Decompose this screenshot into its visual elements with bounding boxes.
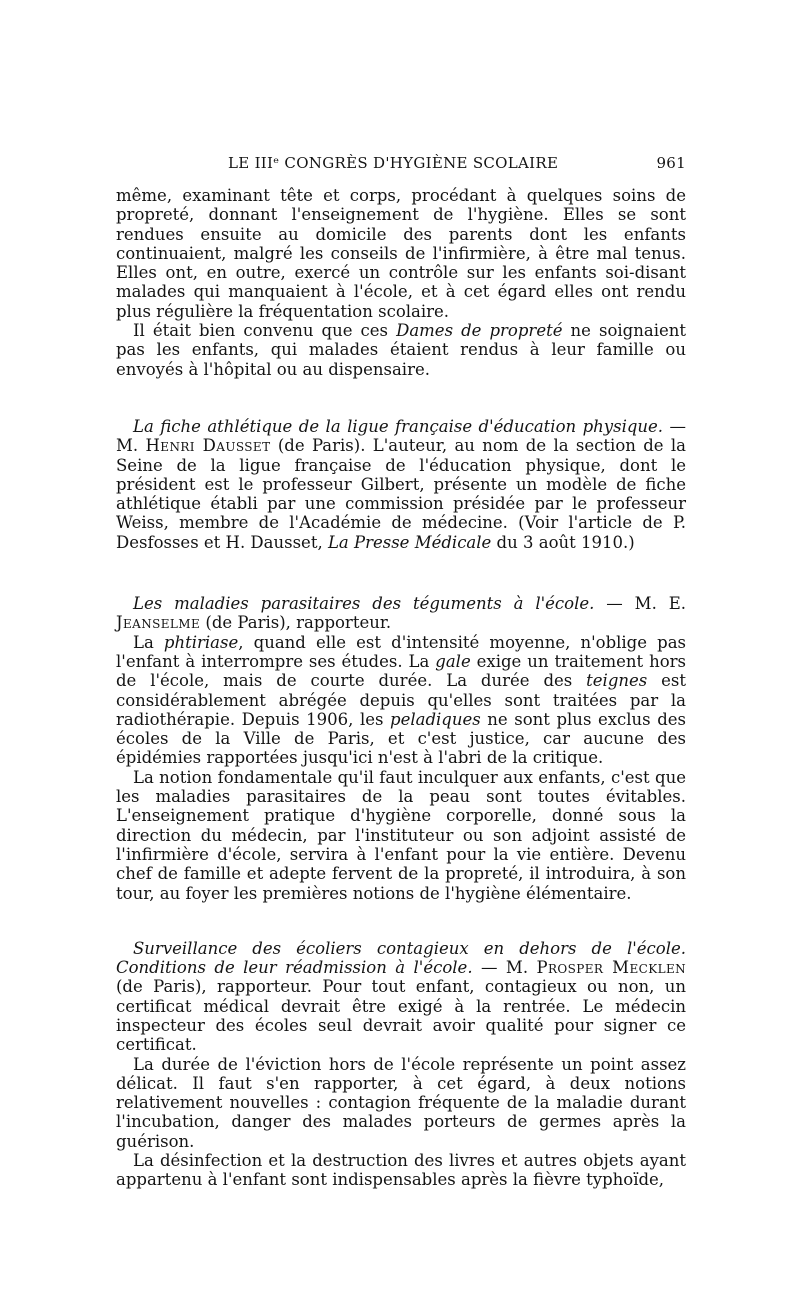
text-run: ne sont plus exclus des écoles de la Ville de Paris, et c'est justice, car aucune des épidémies rapportées jusqu'ici n'est à l'abri de la critique.	[116, 709, 687, 768]
text-run: (de Paris), rapporteur.	[200, 613, 392, 633]
paragraph-notion-fondamentale: La notion fondamentale qu'il faut inculquer aux enfants, c'est que les maladies parasitaires de la peau sont toutes évitables. L'enseignement pratique d'hygiène corporelle, donné sous la direction du médecin, par l'instituteur ou son adjoint assisté de l'infirmière d'école, servira à l'enfant pour la vie entière. Devenu chef de famille et adepte fervent de la propreté, il introduira, à son tour, au foyer les premières notions de l'hygiène élémentaire.	[116, 767, 686, 903]
paragraph-phtiriase	[116, 633, 686, 768]
journal-title: La Presse Médicale	[327, 532, 492, 552]
author-name: Jeanselme	[116, 613, 201, 633]
running-head	[116, 154, 686, 176]
text-run: , quand elle est d'intensité moyenne, n'oblige pas l'enfant à interrompre ses études. La	[116, 632, 686, 671]
text-run: La	[133, 632, 164, 652]
author-name: Prosper Mecklen	[536, 958, 686, 978]
section-fiche-athletique	[116, 417, 686, 552]
text-run: — M.	[472, 958, 537, 978]
text-run: est considérablement abrégée depuis qu'elles sont traitées par la radiothérapie. Depuis 1906, les	[116, 671, 686, 729]
text-run: Il était bien convenu que ces	[133, 321, 397, 341]
text-run: exige un traitement hors de l'école, mais de courte durée. La durée des	[116, 651, 686, 691]
text-run: — M.	[116, 416, 686, 456]
section-title: La fiche athlétique de la ligue française d'éducation physique.	[133, 416, 664, 436]
italic-term: peladiques	[390, 709, 481, 729]
section-surveillance	[116, 939, 686, 1055]
paragraph-desinfection: La désinfection et la destruction des livres et autres objets ayant appartenu à l'enfant sont indispensables après la fièvre typhoïde,	[116, 1151, 686, 1190]
italic-term: gale	[435, 651, 471, 671]
text-run: ne soignaient pas les enfants, qui malades étaient rendus à leur famille ou envoyés à l'hôpital ou au dispensaire.	[116, 321, 686, 379]
text-run: — M. E.	[594, 594, 686, 614]
text-run: (de Paris), rapporteur. Pour tout enfant, contagieux ou non, un certificat médical devrait être exigé à la rentrée. Le médecin inspecteur des écoles seul devrait avoir qualité pour signer ce certificat.	[116, 977, 686, 1055]
section-title: Les maladies parasitaires des téguments à l'école.	[133, 594, 595, 614]
page-number: 961	[656, 154, 686, 172]
italic-phrase: Dames de propreté	[396, 321, 563, 341]
paragraph-dames-de-proprete	[116, 321, 686, 379]
text-run: (de Paris). L'auteur, au nom de la section de la Seine de la ligue française de l'éducation physique, dont le président est le professeur Gilbert, présente un modèle de fiche athlétique établi par une commission présidée par le professeur Weiss, membre de l'Académie de médecine. (Voir l'article de P. Desfosses et H. Dausset,	[116, 436, 687, 552]
italic-term: phtiriase	[163, 632, 239, 652]
running-title: LE IIIᵉ CONGRÈS D'HYGIÈNE SCOLAIRE	[228, 154, 559, 172]
section-title: Surveillance des écoliers contagieux en dehors de l'école. Conditions de leur réadmission à l'école.	[116, 938, 686, 978]
body-text	[116, 186, 686, 1190]
text-run: du 3 août 1910.)	[491, 532, 635, 552]
section-maladies-parasitaires	[116, 594, 686, 633]
paragraph-continuation: même, examinant tête et corps, procédant à quelques soins de propreté, donnant l'enseignement de l'hygiène. Elles se sont rendues ensuite au domicile des parents dont les enfants continuaient, malgré les conseils de l'infirmière, à être mal tenus. Elles ont, en outre, exercé un contrôle sur les enfants soi-disant malades qui manquaient à l'école, et à cet égard elles ont rendu plus régulière la fréquentation scolaire.	[116, 186, 686, 321]
paragraph-eviction: La durée de l'éviction hors de l'école représente un point assez délicat. Il faut s'en rapporter, à cet égard, à deux notions relativement nouvelles : contagion fréquente de la maladie durant l'incubation, danger des malades porteurs de germes après la guérison.	[116, 1054, 686, 1151]
author-name: Henri Dausset	[145, 436, 271, 456]
italic-term: teignes	[586, 671, 648, 691]
